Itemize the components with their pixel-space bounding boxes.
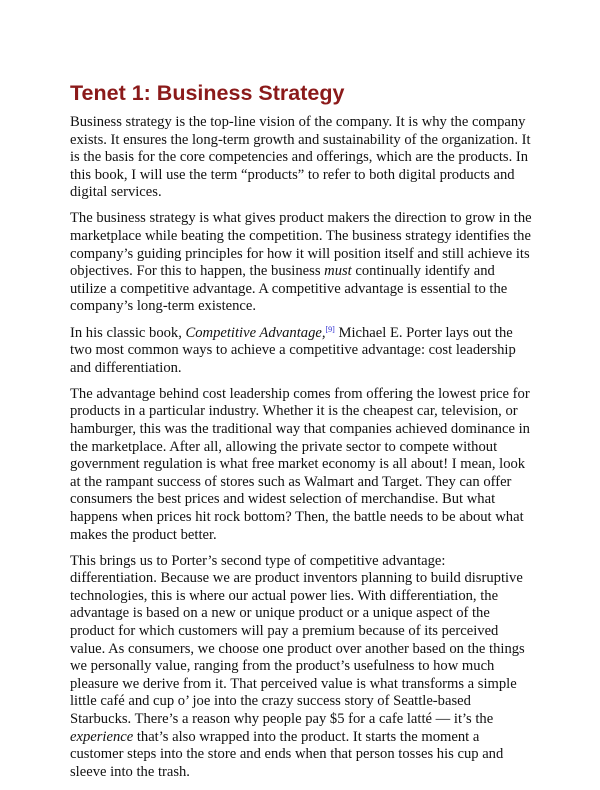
paragraph-cost-leadership: The advantage behind cost leadership comes from offering the lowest price for products in a particular industry. Whether it is the cheapest car, television, or hamburger, this was the traditional way that companies achieved dominance in the marketplace. After all, allowing the private sector to compete without government regulation is what free market economy is all about! I mean, look at the rampant success of stores such as Walmart and Target. They can offer consumers the best prices and widest selection of merchandise. But what happens when prices hit rock bottom? Then, the battle needs to be about what makes the product better. [70,385,530,543]
paragraph-text: continually identify and utilize a competitive advantage. A competitive advantage is essential to the company’s long-term existence. [70,263,508,315]
page-content [70,78,532,790]
emphasis-must: must [324,263,352,280]
paragraph-porter-intro [70,325,532,378]
emphasis-experience: experience [70,728,134,745]
paragraph-text: This brings us to Porter’s second type of competitive advantage: differentiation. Because we are product inventors planning to build disruptive technologies, this is where our actual power lies. With differentiation, the advantage is based on a new or unique product or a unique aspect of the product for which customers will pay a premium because of its perceived value. As consumers, we choose one product over another based on the things we personally value, ranging from the product’s usefulness to how much pleasure we derive from it. That perceived value is what transforms a simple little café and cup o’ joe into the crazy success story of Seattle-based Starbucks. There’s a reason why people pay $5 for a cafe latté — it’s the [70,552,525,727]
paragraph-differentiation [70,553,532,782]
section-heading: Tenet 1: Business Strategy [70,81,345,105]
paragraph-text: In his classic book, [70,324,186,341]
footnote-link[interactable]: [9] [325,324,335,334]
paragraph-text: Michael E. Porter lays out the two most common ways to achieve a competitive advantage: cost leadership and differentiation. [70,324,516,376]
paragraph-strategy-direction [70,210,532,316]
book-title: Competitive Advantage, [185,324,326,341]
paragraph-text: that’s also wrapped into the product. It starts the moment a customer steps into the store and ends when that person tosses his cup and sleeve into the trash. [70,728,504,780]
paragraph-business-strategy-definition: Business strategy is the top-line vision of the company. It is why the company exists. It ensures the long-term growth and sustainability of the organization. It is the basis for the core competencies and offerings, which are the products. In this book, I will use the term “products” to refer to both digital products and digital services. [70,114,531,201]
paragraph-text: The business strategy is what gives product makers the direction to grow in the marketplace while beating the competition. The business strategy identifies the company’s guiding principles for how it will position itself and still achieve its objectives. For this to happen, the business [70,210,532,280]
